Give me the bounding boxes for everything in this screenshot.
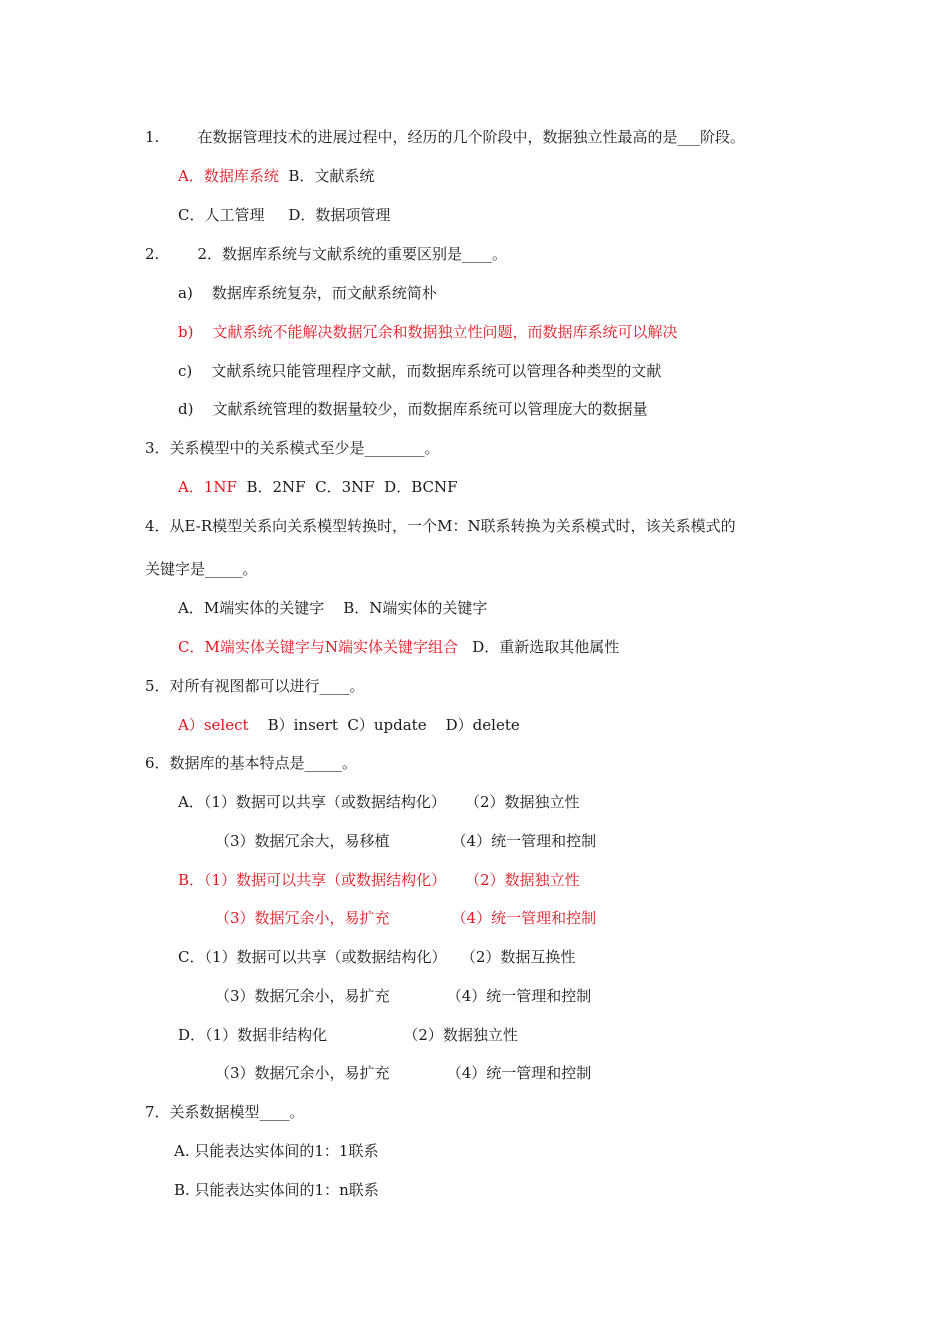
question-6-option-c-line1: C．（1）数据可以共享（或数据结构化） （2）数据互换性 [178, 948, 576, 966]
correct-answer: C．M端实体关键字与N端实体关键字组合 [178, 638, 458, 656]
question-3-text: 3．关系模型中的关系模式至少是________。 [145, 439, 440, 457]
question-4-options-a-b: A．M端实体的关键字 B．N端实体的关键字 [178, 599, 488, 617]
question-3-options: A．1NF B．2NF C．3NF D．BCNF [178, 478, 458, 496]
question-2-option-a: a) 数据库系统复杂，而文献系统简朴 [178, 284, 437, 302]
question-6-option-a-line2: （3）数据冗余大，易移植 （4）统一管理和控制 [215, 832, 597, 850]
correct-answer: A）select [178, 716, 249, 734]
correct-answer: A．1NF [178, 478, 237, 496]
question-5-options: A）select B）insert C）update D）delete [178, 716, 520, 734]
question-6-option-d-line1: D．（1）数据非结构化 （2）数据独立性 [178, 1026, 518, 1044]
question-6-option-a-line1: A．（1）数据可以共享（或数据结构化） （2）数据独立性 [178, 793, 580, 811]
question-1-text: 1. 在数据管理技术的进展过程中，经历的几个阶段中，数据独立性最高的是___阶段。 [145, 128, 745, 146]
question-1-options-c-d: C．人工管理 D．数据项管理 [178, 206, 391, 224]
correct-answer: A．数据库系统 [178, 167, 279, 185]
question-6-option-b-line1-correct: B．（1）数据可以共享（或数据结构化） （2）数据独立性 [178, 871, 580, 889]
question-2-text: 2. 2．数据库系统与文献系统的重要区别是____。 [145, 245, 508, 263]
question-6-option-c-line2: （3）数据冗余小，易扩充 （4）统一管理和控制 [215, 987, 592, 1005]
question-1-options-a-b: A．数据库系统 B．文献系统 [178, 167, 375, 185]
question-4-options-c-d: C．M端实体关键字与N端实体关键字组合 D．重新选取其他属性 [178, 638, 620, 656]
question-5-text: 5．对所有视图都可以进行____。 [145, 677, 365, 695]
question-2-option-d: d) 文献系统管理的数据量较少，而数据库系统可以管理庞大的数据量 [178, 400, 648, 418]
question-7-text: 7．关系数据模型____。 [145, 1103, 305, 1121]
question-6-option-d-line2: （3）数据冗余小，易扩充 （4）统一管理和控制 [215, 1064, 592, 1082]
question-6-option-b-line2-correct: （3）数据冗余小，易扩充 （4）统一管理和控制 [215, 909, 597, 927]
question-7-option-b: B. 只能表达实体间的1：n联系 [174, 1181, 379, 1199]
question-2-option-b-correct: b) 文献系统不能解决数据冗余和数据独立性问题，而数据库系统可以解决 [178, 323, 678, 341]
question-2-option-c: c) 文献系统只能管理程序文献，而数据库系统可以管理各种类型的文献 [178, 362, 662, 380]
question-6-text: 6．数据库的基本特点是_____。 [145, 754, 358, 772]
question-4-text-line1: 4．从E-R模型关系向关系模型转换时，一个M：N联系转换为关系模式时，该关系模式的 [145, 517, 736, 535]
question-4-text-line2: 关键字是_____。 [145, 560, 258, 578]
question-7-option-a: A. 只能表达实体间的1：1联系 [174, 1142, 379, 1160]
